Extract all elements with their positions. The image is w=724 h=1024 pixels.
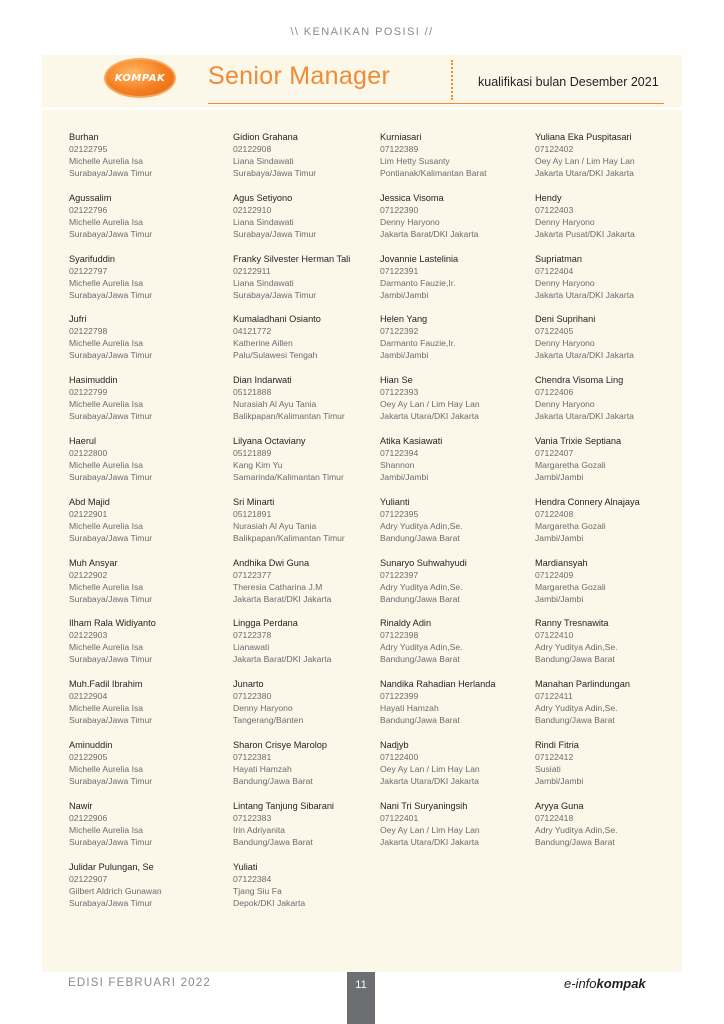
member-sponsor: Oey Ay Lan / Lim Hay Lan	[380, 399, 480, 410]
member-sponsor: Darmanto Fauzie,Ir.	[380, 277, 456, 288]
member-location: Jambi/Jambi	[535, 471, 584, 482]
member-id: 02122901	[69, 508, 108, 519]
member-location: Jakarta Utara/DKI Jakarta	[535, 289, 634, 300]
member-sponsor: Theresia Catharina J.M	[233, 581, 323, 592]
member-sponsor: Michelle Aurelia Isa	[69, 459, 144, 470]
member-sponsor: Margaretha Gozali	[535, 520, 606, 531]
member-id: 07122407	[535, 447, 574, 458]
member-sponsor: Liana Sindawati	[233, 156, 294, 166]
member-entry	[535, 678, 685, 739]
member-location: Balikpapan/Kalimantan Timur	[233, 411, 345, 422]
member-location: Jakarta Barat/DKI Jakarta	[233, 654, 332, 665]
member-id: 02122797	[69, 265, 108, 276]
member-id: 07122389	[380, 144, 419, 154]
member-entry	[535, 435, 685, 496]
member-id: 07122393	[380, 387, 419, 398]
member-sponsor: Margaretha Gozali	[535, 581, 606, 592]
member-entry	[380, 435, 530, 496]
member-location: Jambi/Jambi	[535, 775, 584, 786]
member-id: 02122907	[69, 873, 108, 884]
member-sponsor: Denny Haryono	[380, 216, 440, 227]
member-id: 07122394	[380, 447, 419, 458]
member-sponsor: Adry Yuditya Adin,Se.	[535, 642, 618, 653]
member-entry	[69, 131, 219, 192]
member-entry	[69, 496, 219, 557]
member-name: Nani Tri Suryaningsih	[380, 800, 468, 811]
member-name: Rindi Fitria	[535, 739, 579, 750]
title-underline	[208, 103, 664, 104]
member-entry	[380, 253, 530, 314]
member-location: Bandung/Jawa Barat	[535, 654, 615, 665]
member-location: Surabaya/Jawa Timur	[69, 836, 153, 847]
member-id: 02122799	[69, 387, 108, 398]
member-sponsor: Denny Haryono	[535, 338, 595, 349]
member-sponsor: Michelle Aurelia Isa	[69, 520, 144, 531]
member-name: Mardiansyah	[535, 557, 588, 568]
member-entry	[380, 557, 530, 618]
member-entry	[69, 374, 219, 435]
page-number: 11	[347, 972, 375, 1024]
member-entry	[380, 496, 530, 557]
member-location: Palu/Sulawesi Tengah	[233, 350, 318, 361]
member-entry	[380, 678, 530, 739]
member-location: Surabaya/Jawa Timur	[69, 350, 153, 361]
member-id: 02122904	[69, 691, 108, 702]
member-name: Franky Silvester Herman Tali	[233, 253, 351, 264]
member-name: Nandika Rahadian Herlanda	[380, 679, 496, 690]
member-id: 07122398	[380, 630, 419, 641]
member-sponsor: Susiati	[535, 763, 561, 774]
member-entry	[233, 192, 383, 253]
member-name: Gidion Grahana	[233, 132, 298, 142]
member-sponsor: Michelle Aurelia Isa	[69, 216, 144, 227]
member-location: Bandung/Jawa Barat	[380, 654, 460, 665]
member-location: Surabaya/Jawa Timur	[233, 228, 317, 239]
member-location: Surabaya/Jawa Timur	[69, 289, 153, 300]
member-name: Atika Kasiawati	[380, 435, 443, 446]
member-name: Chendra Visoma Ling	[535, 375, 624, 386]
member-sponsor: Michelle Aurelia Isa	[69, 156, 144, 166]
member-location: Samarinda/Kalimantan Timur	[233, 471, 344, 482]
member-location: Jakarta Pusat/DKI Jakarta	[535, 228, 635, 239]
member-name: Yulianti	[380, 496, 410, 507]
member-sponsor: Oey Ay Lan / Lim Hay Lan	[380, 763, 480, 774]
brand-prefix: e-info	[564, 976, 597, 991]
member-entry	[535, 557, 685, 618]
member-location: Jakarta Barat/DKI Jakarta	[380, 228, 479, 239]
member-name: Agussalim	[69, 192, 112, 203]
member-name: Syarifuddin	[69, 253, 115, 264]
member-sponsor: Denny Haryono	[535, 399, 595, 410]
member-name: Aminuddin	[69, 739, 113, 750]
member-name: Yuliana Eka Puspitasari	[535, 132, 632, 142]
member-sponsor: Shannon	[380, 459, 415, 470]
member-sponsor: Kang Kim Yu	[233, 459, 283, 470]
member-name: Muh.Fadil Ibrahim	[69, 679, 143, 690]
member-id: 07122411	[535, 691, 573, 702]
member-id: 02122902	[69, 569, 108, 580]
member-name: Jufri	[69, 314, 87, 325]
member-entry	[233, 861, 383, 922]
member-name: Aryya Guna	[535, 800, 584, 811]
member-sponsor: Darmanto Fauzie,Ir.	[380, 338, 456, 349]
footer-edition: EDISI FEBRUARI 2022	[68, 977, 211, 989]
member-id: 02122800	[69, 447, 108, 458]
member-name: Nawir	[69, 800, 93, 811]
member-location: Surabaya/Jawa Timur	[69, 532, 153, 543]
member-sponsor: Michelle Aurelia Isa	[69, 763, 144, 774]
member-location: Bandung/Jawa Barat	[380, 532, 460, 543]
member-name: Sri Minarti	[233, 496, 275, 507]
member-location: Bandung/Jawa Barat	[233, 775, 313, 786]
member-entry	[69, 253, 219, 314]
member-entry	[233, 557, 383, 618]
member-name: Lilyana Octaviany	[233, 435, 306, 446]
member-name: Jessica Visoma	[380, 192, 444, 203]
member-sponsor: Tjang Siu Fa	[233, 885, 282, 896]
member-name: Vania Trixie Septiana	[535, 435, 622, 446]
member-sponsor: Michelle Aurelia Isa	[69, 824, 144, 835]
member-location: Pontianak/Kalimantan Barat	[380, 168, 487, 178]
member-location: Bandung/Jawa Barat	[380, 715, 460, 726]
section-label: \\ KENAIKAN POSISI //	[290, 26, 434, 38]
member-id: 07122381	[233, 751, 272, 762]
member-sponsor: Lianawati	[233, 642, 270, 653]
member-entry	[69, 678, 219, 739]
member-sponsor: Gilbert Aldrich Gunawan	[69, 885, 162, 896]
member-name: Haerul	[69, 435, 97, 446]
member-entry	[535, 313, 685, 374]
member-id: 07122378	[233, 630, 272, 641]
member-name: Muh Ansyar	[69, 557, 118, 568]
member-entry	[535, 617, 685, 678]
logo-text: KOMPAK	[114, 72, 166, 84]
brand-bold: kompak	[596, 976, 646, 991]
member-name: Kurniasari	[380, 132, 422, 142]
member-name: Helen Yang	[380, 314, 428, 325]
member-entry	[380, 374, 530, 435]
member-sponsor: Adry Yuditya Adin,Se.	[380, 642, 463, 653]
member-sponsor: Adry Yuditya Adin,Se.	[535, 824, 618, 835]
member-location: Surabaya/Jawa Timur	[69, 593, 153, 604]
member-name: Junarto	[233, 679, 264, 690]
member-name: Lintang Tanjung Sibarani	[233, 800, 334, 811]
member-location: Tangerang/Banten	[233, 715, 304, 726]
member-name: Julidar Pulungan, Se	[69, 861, 154, 872]
member-location: Jambi/Jambi	[380, 350, 429, 361]
member-location: Surabaya/Jawa Timur	[69, 471, 153, 482]
member-location: Surabaya/Jawa Timur	[69, 715, 153, 726]
member-entry	[380, 739, 530, 800]
member-location: Surabaya/Jawa Timur	[233, 289, 317, 300]
member-location: Surabaya/Jawa Timur	[69, 228, 153, 239]
footer-brand	[564, 976, 646, 991]
member-sponsor: Adry Yuditya Adin,Se.	[380, 520, 463, 531]
member-name: Sunaryo Suhwahyudi	[380, 557, 467, 568]
member-entry	[233, 435, 383, 496]
member-id: 07122383	[233, 812, 272, 823]
member-sponsor: Margaretha Gozali	[535, 459, 606, 470]
member-location: Jambi/Jambi	[380, 289, 429, 300]
member-name: Supriatman	[535, 253, 582, 264]
member-name: Agus Setiyono	[233, 192, 293, 203]
member-sponsor: Michelle Aurelia Isa	[69, 703, 144, 714]
member-column-2	[233, 131, 383, 921]
member-sponsor: Hayati Hamzah	[233, 763, 292, 774]
member-id: 07122410	[535, 630, 574, 641]
member-id: 07122392	[380, 326, 419, 337]
member-location: Bandung/Jawa Barat	[535, 836, 615, 847]
member-sponsor: Denny Haryono	[233, 703, 293, 714]
member-name: Kumaladhani Osianto	[233, 314, 321, 325]
member-entry	[233, 374, 383, 435]
member-sponsor: Nurasiah Al Ayu Tania	[233, 520, 317, 531]
member-id: 04121772	[233, 326, 272, 337]
member-entry	[535, 253, 685, 314]
member-name: Lingga Perdana	[233, 618, 298, 629]
member-location: Bandung/Jawa Barat	[380, 593, 460, 604]
member-name: Hendy	[535, 192, 562, 203]
member-column-3	[380, 131, 530, 861]
member-entry	[380, 800, 530, 861]
member-column-4	[535, 131, 685, 861]
member-entry	[233, 678, 383, 739]
member-name: Burhan	[69, 132, 99, 142]
member-sponsor: Michelle Aurelia Isa	[69, 399, 144, 410]
member-name: Hasimuddin	[69, 375, 118, 386]
member-location: Depok/DKI Jakarta	[233, 897, 306, 908]
member-name: Hian Se	[380, 375, 413, 386]
member-id: 07122399	[380, 691, 419, 702]
member-entry	[69, 435, 219, 496]
member-location: Jakarta Utara/DKI Jakarta	[535, 411, 634, 422]
member-entry	[535, 192, 685, 253]
member-id: 02122908	[233, 144, 272, 154]
member-id: 02122798	[69, 326, 108, 337]
member-id: 05121891	[233, 508, 272, 519]
kompak-logo	[104, 58, 176, 98]
member-name: Ranny Tresnawita	[535, 618, 609, 629]
header-divider	[451, 60, 453, 100]
member-entry	[69, 739, 219, 800]
member-name: Yuliati	[233, 861, 258, 872]
member-name: Jovannie Lastelinia	[380, 253, 459, 264]
member-location: Surabaya/Jawa Timur	[69, 897, 153, 908]
member-entry	[233, 800, 383, 861]
member-id: 07122390	[380, 204, 419, 215]
member-name: Manahan Parlindungan	[535, 679, 631, 690]
member-name: Dian Indarwati	[233, 375, 292, 386]
member-name: Rinaldy Adin	[380, 618, 432, 629]
member-id: 07122403	[535, 204, 574, 215]
member-location: Surabaya/Jawa Timur	[69, 654, 153, 665]
member-sponsor: Oey Ay Lan / Lim Hay Lan	[535, 156, 635, 166]
member-location: Surabaya/Jawa Timur	[69, 168, 153, 178]
member-location: Jakarta Utara/DKI Jakarta	[380, 411, 479, 422]
member-name: Hendra Connery Alnajaya	[535, 496, 640, 507]
member-id: 02122796	[69, 204, 108, 215]
member-column-1	[69, 131, 219, 921]
member-id: 07122384	[233, 873, 272, 884]
member-entry	[69, 557, 219, 618]
member-id: 07122418	[535, 812, 574, 823]
member-id: 02122905	[69, 751, 108, 762]
member-name: Ilham Rala Widiyanto	[69, 618, 156, 629]
member-sponsor: Adry Yuditya Adin,Se.	[535, 703, 618, 714]
member-entry	[233, 496, 383, 557]
member-location: Jambi/Jambi	[535, 532, 584, 543]
member-id: 07122406	[535, 387, 574, 398]
member-name: Andhika Dwi Guna	[233, 557, 310, 568]
member-entry	[69, 313, 219, 374]
member-location: Bandung/Jawa Barat	[535, 715, 615, 726]
member-sponsor: Irin Adriyanita	[233, 824, 286, 835]
member-location: Surabaya/Jawa Timur	[233, 168, 317, 178]
member-sponsor: Denny Haryono	[535, 216, 595, 227]
member-entry	[535, 800, 685, 861]
member-location: Balikpapan/Kalimantan Timur	[233, 532, 345, 543]
member-id: 07122408	[535, 508, 574, 519]
member-id: 07122400	[380, 751, 419, 762]
member-sponsor: Katherine Aillen	[233, 338, 293, 349]
member-id: 07122391	[380, 265, 419, 276]
member-entry	[380, 192, 530, 253]
member-sponsor: Nurasiah Al Ayu Tania	[233, 399, 317, 410]
member-location: Surabaya/Jawa Timur	[69, 775, 153, 786]
member-name: Deni Suprihani	[535, 314, 596, 325]
member-sponsor: Oey Ay Lan / Lim Hay Lan	[380, 824, 480, 835]
member-sponsor: Denny Haryono	[535, 277, 595, 288]
member-id: 07122395	[380, 508, 419, 519]
member-location: Jakarta Utara/DKI Jakarta	[380, 775, 479, 786]
member-entry	[535, 739, 685, 800]
member-id: 07122401	[380, 812, 419, 823]
page-title: Senior Manager	[208, 62, 391, 90]
member-id: 02122910	[233, 204, 272, 215]
member-entry	[233, 739, 383, 800]
member-entry	[69, 192, 219, 253]
member-entry	[233, 313, 383, 374]
member-location: Jambi/Jambi	[380, 471, 429, 482]
member-location: Surabaya/Jawa Timur	[69, 411, 153, 422]
member-id: 05121888	[233, 387, 272, 398]
member-id: 07122380	[233, 691, 272, 702]
member-id: 02122911	[233, 265, 271, 276]
member-location: Bandung/Jawa Barat	[233, 836, 313, 847]
member-sponsor: Michelle Aurelia Isa	[69, 642, 144, 653]
member-entry	[380, 617, 530, 678]
member-id: 07122409	[535, 569, 574, 580]
member-id: 07122404	[535, 265, 574, 276]
member-id: 02122906	[69, 812, 108, 823]
member-name: Sharon Crisye Marolop	[233, 739, 327, 750]
member-entry	[233, 617, 383, 678]
member-id: 07122377	[233, 569, 272, 580]
member-sponsor: Adry Yuditya Adin,Se.	[380, 581, 463, 592]
member-sponsor: Lim Hetty Susanty	[380, 156, 450, 166]
member-id: 07122397	[380, 569, 419, 580]
member-sponsor: Michelle Aurelia Isa	[69, 581, 144, 592]
member-sponsor: Liana Sindawati	[233, 216, 294, 227]
member-entry	[69, 800, 219, 861]
member-location: Jambi/Jambi	[535, 593, 584, 604]
member-entry	[535, 131, 685, 192]
member-location: Jakarta Utara/DKI Jakarta	[535, 168, 634, 178]
header-subtitle: kualifikasi bulan Desember 2021	[478, 75, 659, 89]
member-location: Jakarta Utara/DKI Jakarta	[535, 350, 634, 361]
member-sponsor: Michelle Aurelia Isa	[69, 277, 144, 288]
member-sponsor: Hayati Hamzah	[380, 703, 439, 714]
member-name: Abd Majid	[69, 496, 110, 507]
member-id: 07122405	[535, 326, 574, 337]
member-entry	[535, 496, 685, 557]
member-sponsor: Liana Sindawati	[233, 277, 294, 288]
member-id: 07122412	[535, 751, 574, 762]
member-name: Nadjyb	[380, 739, 409, 750]
member-entry	[380, 131, 530, 192]
member-id: 05121889	[233, 447, 272, 458]
member-id: 02122795	[69, 144, 108, 154]
member-entry	[69, 617, 219, 678]
member-entry	[233, 253, 383, 314]
member-id: 07122402	[535, 144, 574, 154]
member-entry	[69, 861, 219, 922]
member-id: 02122903	[69, 630, 108, 641]
member-location: Jakarta Utara/DKI Jakarta	[380, 836, 479, 847]
member-sponsor: Michelle Aurelia Isa	[69, 338, 144, 349]
member-entry	[535, 374, 685, 435]
member-entry	[380, 313, 530, 374]
member-entry	[233, 131, 383, 192]
member-location: Jakarta Barat/DKI Jakarta	[233, 593, 332, 604]
